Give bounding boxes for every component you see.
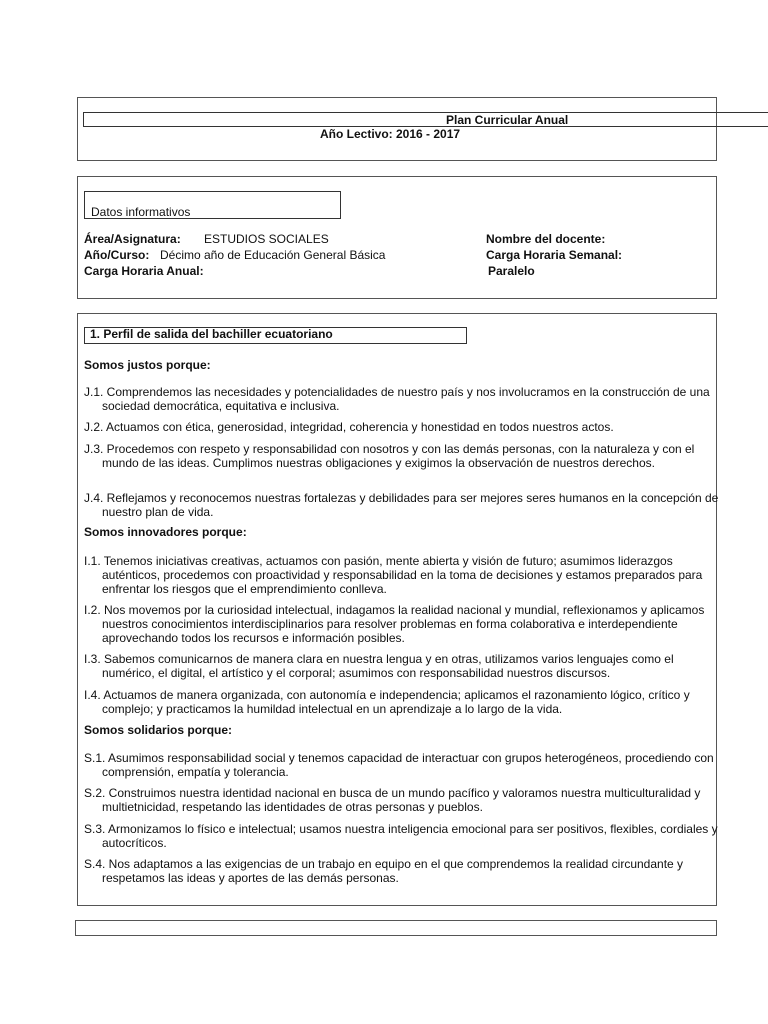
area-value: ESTUDIOS SOCIALES: [204, 232, 329, 246]
school-year: Año Lectivo: 2016 - 2017: [320, 127, 461, 141]
list-item-s4: S.4. Nos adaptamos a las exigencias de un trabajo en equipo en el que comprendemos la realidad circundante y respetamos las ideas y aportes de las demás personas.: [84, 857, 684, 885]
perfil-title: 1. Perfil de salida del bachiller ecuatoriano: [90, 327, 333, 341]
list-item-i3: I.3. Sabemos comunicarnos de manera clara en nuestra lengua y en otras, utilizamos varios lenguajes como el numérico, el digital, el artístico y el corporal; asumimos con responsabilidad nuestros discursos.: [84, 652, 674, 680]
list-item-j2: J.2. Actuamos con ética, generosidad, integridad, coherencia y honestidad en todos nuestros actos.: [84, 420, 614, 434]
solidarios-heading: Somos solidarios porque:: [84, 723, 233, 737]
list-item-j4: J.4. Reflejamos y reconocemos nuestras fortalezas y debilidades para ser mejores seres humanos en la concepción de nuestro plan de vida.: [84, 491, 719, 519]
innovadores-heading: Somos innovadores porque:: [84, 525, 247, 539]
document-title: Plan Curricular Anual: [446, 113, 569, 127]
next-section-frame: [75, 920, 717, 936]
carga-semanal-label: Carga Horaria Semanal:: [486, 248, 623, 262]
list-item-i1: I.1. Tenemos iniciativas creativas, actuamos con pasión, mente abierta y visión de futuro; asumimos liderazgos auténticos, procedemos con proactividad y responsabilidad en la toma de decisiones y estamos preparados para enfrentar los riesgos que el emprendimiento conlleva.: [84, 554, 703, 596]
area-label: Área/Asignatura:: [84, 232, 181, 246]
list-item-s2: S.2. Construimos nuestra identidad nacional en busca de un mundo pacífico y valoramos nuestra multiculturalidad y multietnicidad, respetando las identidades de otras personas y pueblos.: [84, 786, 701, 814]
carga-anual-label: Carga Horaria Anual:: [84, 264, 204, 278]
list-item-s1: S.1. Asumimos responsabilidad social y tenemos capacidad de interactuar con grupos heterogéneos, procediendo con comprensión, empatía y tolerancia.: [84, 751, 714, 779]
list-item-s3: S.3. Armonizamos lo físico e intelectual; usamos nuestra inteligencia emocional para ser positivos, flexibles, cordiales y autocríticos.: [84, 822, 718, 850]
list-item-j1: J.1. Comprendemos las necesidades y potencialidades de nuestro país y nos involucramos en la construcción de una sociedad democrática, equitativa e inclusiva.: [84, 385, 710, 413]
curso-value: Décimo año de Educación General Básica: [160, 248, 386, 262]
list-item-i2: I.2. Nos movemos por la curiosidad intelectual, indagamos la realidad nacional y mundial, reflexionamos y aplicamos nuestros conocimientos interdisciplinarios para resolver problemas en forma colaborativa e interdependiente aprovechando todos los recursos e información posibles.: [84, 603, 705, 645]
docente-label: Nombre del docente:: [486, 232, 606, 246]
list-item-i4: I.4. Actuamos de manera organizada, con autonomía e independencia; aplicamos el razonamiento lógico, crítico y complejo; y practicamos la humildad intelectual en un aprendizaje a lo largo de la vida.: [84, 688, 690, 716]
title-frame: [83, 112, 768, 127]
info-label: Datos informativos: [91, 205, 191, 219]
paralelo-label: Paralelo: [488, 264, 535, 278]
justos-heading: Somos justos porque:: [84, 358, 211, 372]
curso-label: Año/Curso:: [84, 248, 150, 262]
list-item-j3: J.3. Procedemos con respeto y responsabilidad con nosotros y con las demás personas, con la naturaleza y con el mundo de las ideas. Cumplimos nuestras obligaciones y exigimos la observación de nuestros derechos.: [84, 442, 695, 470]
